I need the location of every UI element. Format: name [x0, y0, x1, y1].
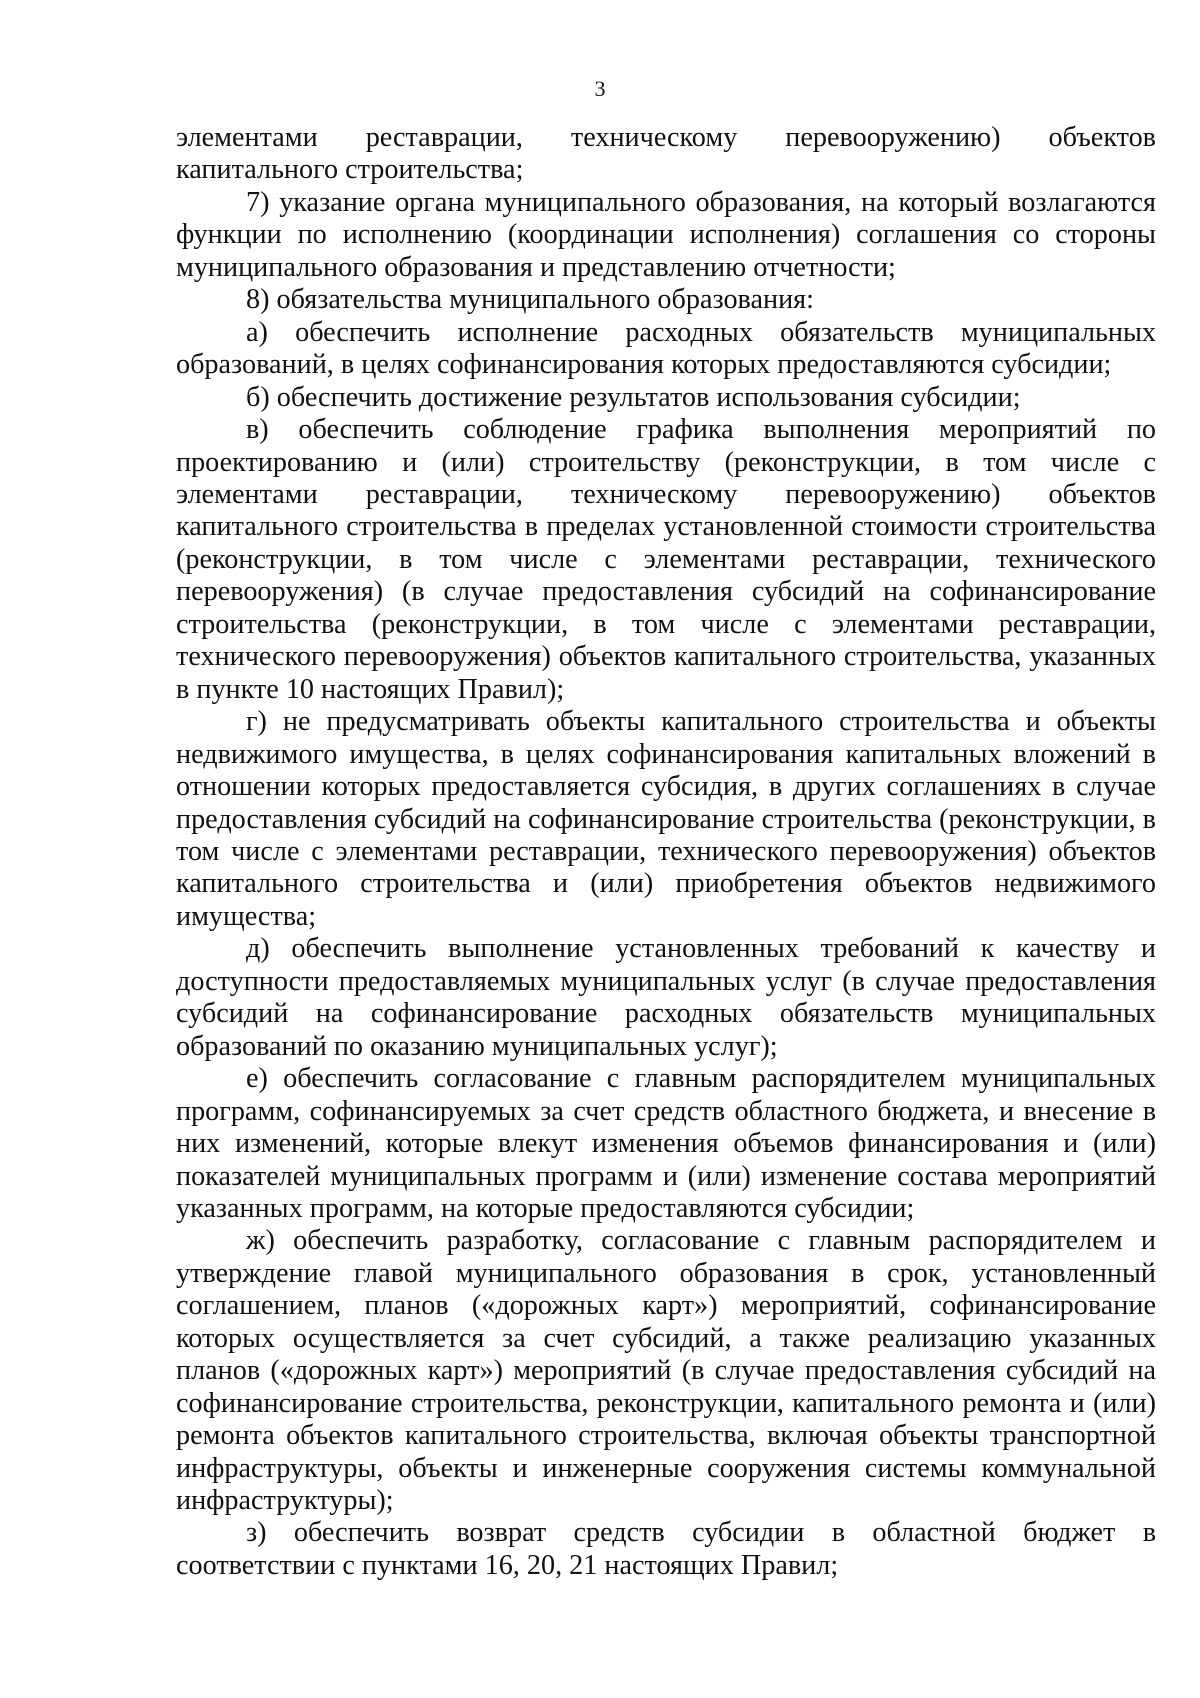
paragraph-subitem-g: г) не предусматривать объекты капитального строительства и объекты недвижимого имущества, в целях софинансирования капитальных вложений в отношении которых предоставляется субсидия, в других соглашениях в случае предоставления субсидий на софинансирование строительства (реконструкции, в том числе с элементами реставрации, технического перевооружения) объектов капитального строительства и (или) приобретения объектов недвижимого имущества;	[176, 706, 1156, 932]
paragraph-subitem-zh: ж) обеспечить разработку, согласование с главным распорядителем и утверждение главой муниципального образования в срок, установленный соглашением, планов («дорожных карт») мероприятий, софинансирование которых осуществляется за счет субсидий, а также реализацию указанных планов («дорожных карт») мероприятий (в случае предоставления субсидий на софинансирование строительства, реконструкции, капитального ремонта и (или) ремонта объектов капитального строительства, включая объекты транспортной инфраструктуры, объекты и инженерные сооружения системы коммунальной инфраструктуры);	[176, 1225, 1156, 1517]
document-body	[176, 122, 1156, 1582]
paragraph-subitem-b: б) обеспечить достижение результатов использования субсидии;	[246, 381, 1021, 413]
paragraph-subitem-z: з) обеспечить возврат средств субсидии в областной бюджет в соответствии с пунктами 16, 20, 21 настоящих Правил;	[176, 1517, 1156, 1581]
page-number: 3	[594, 76, 606, 101]
paragraph-subitem-e: е) обеспечить согласование с главным распорядителем муниципальных программ, софинансируемых за счет средств областного бюджета, и внесение в них изменений, которые влекут изменения объемов финансирования и (или) показателей муниципальных программ и (или) изменение состава мероприятий указанных программ, на которые предоставляются субсидии;	[176, 1063, 1156, 1224]
paragraph-continuation: элементами реставрации, техническому перевооружению) объектов капитального строительства;	[176, 122, 1156, 186]
paragraph-item-7: 7) указание органа муниципального образования, на который возлагаются функции по исполнению (координации исполнения) соглашения со стороны муниципального образования и представлению отчетности;	[176, 186, 1156, 283]
paragraph-subitem-v: в) обеспечить соблюдение графика выполнения мероприятий по проектированию и (или) строительству (реконструкции, в том числе с элементами реставрации, техническому перевооружению) объектов капитального строительства в пределах установленной стоимости строительства (реконструкции, в том числе с элементами реставрации, технического перевооружения) (в случае предоставления субсидий на софинансирование строительства (реконструкции, в том числе с элементами реставрации, технического перевооружения) объектов капитального строительства, указанных в пункте 10 настоящих Правил);	[176, 414, 1156, 705]
paragraph-subitem-d: д) обеспечить выполнение установленных требований к качеству и доступности предоставляемых муниципальных услуг (в случае предоставления субсидий на софинансирование расходных обязательств муниципальных образований по оказанию муниципальных услуг);	[176, 933, 1156, 1062]
paragraph-subitem-a: а) обеспечить исполнение расходных обязательств муниципальных образований, в целях софинансирования которых предоставляются субсидии;	[176, 316, 1156, 381]
paragraph-item-8: 8) обязательства муниципального образования:	[246, 284, 814, 316]
